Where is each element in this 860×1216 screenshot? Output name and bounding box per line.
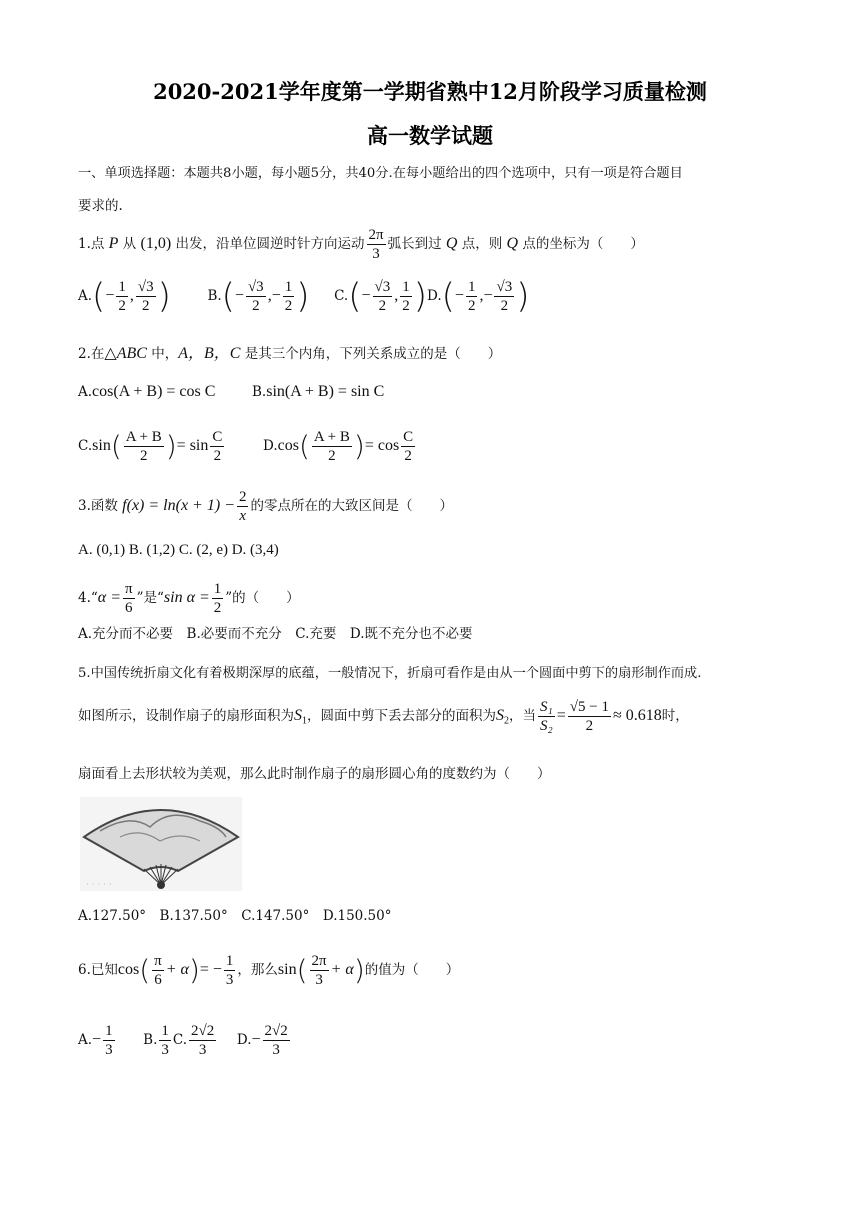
exam-title: 2020-2021学年度第一学期省熟中12月阶段学习质量检测 bbox=[153, 79, 707, 104]
question-1-stem: 1.点 P 从 (1,0) 出发，沿单位圆逆时针方向运动 $\frac{2\pi}{3}$ 弧长到过 Q 点，则 Q 点的坐标为（ ） bbox=[78, 227, 644, 262]
q2-option-b: sin(A + B) = sin C bbox=[266, 383, 385, 400]
q6-option-d: D.− $\frac{2√2}{3}$ bbox=[236, 1023, 288, 1058]
q1-option-a: A.(− $\frac{1}{2}$ , $\frac{√3}{2}$ ) bbox=[78, 276, 171, 317]
exam-subtitle: 高一数学试题 bbox=[367, 123, 493, 148]
q1-option-d: D.(− $\frac{1}{2}$ ,− $\frac{√3}{2}$ ) bbox=[427, 276, 530, 317]
q1-option-b: B.(− $\frac{√3}{2}$ ,− $\frac{1}{2}$ ) bbox=[207, 276, 310, 317]
q2-option-a: cos(A + B) = cos C bbox=[92, 383, 216, 400]
folding-fan-image bbox=[80, 797, 242, 891]
question-3-stem: 3.函数 f(x) = ln(x + 1) − $\frac{2}{x}$ 的零点所在的大致区间是（ ） bbox=[78, 489, 453, 524]
q2-option-c: C.sin( $\frac{A + B}{2}$ )= sin $\frac{C}{2}$ bbox=[78, 429, 223, 464]
question-5-line3: 扇面看上去形状较为美观，那么此时制作扇子的扇形圆心角的度数约为（ ） bbox=[78, 766, 551, 782]
question-2-options-cd bbox=[78, 428, 417, 465]
q1-option-c: C.(− $\frac{√3}{2}$ , $\frac{1}{2}$ ) bbox=[334, 276, 428, 317]
question-3-options: A. (0,1) B. (1,2) C. (2, e) D. (3,4) bbox=[78, 542, 279, 558]
q6-option-a: A.− $\frac{1}{3}$ bbox=[78, 1023, 113, 1058]
question-2-options-ab: A.cos(A + B) = cos C B.sin(A + B) = sin C bbox=[78, 383, 385, 400]
question-5-line2: 如图所示，设制作扇子的扇形面积为$S_1$，圆面中剪下丢去部分的面积为$S_2$，当 $\frac{\text{S₁}}{\text{S₂}}$ = $\frac{√5 - 1}{2}$ ≈ 0.618时， bbox=[78, 699, 689, 734]
question-1-options bbox=[78, 278, 529, 315]
q2-option-d: D.cos( $\frac{A + B}{2}$ )= cos $\frac{C}{2}$ bbox=[262, 429, 414, 464]
section-heading-line1: 一、单项选择题：本题共8小题，每小题5分，共40分.在每小题给出的四个选项中，只有一项是符合题目 bbox=[78, 166, 683, 181]
svg-text:· · · · ·: · · · · · bbox=[86, 880, 112, 890]
section-heading-line2: 要求的. bbox=[78, 198, 123, 214]
q6-option-c: C. $\frac{2√2}{3}$ bbox=[172, 1023, 215, 1058]
question-2-stem: 2.在△ABC 中，A，B，C 是其三个内角，下列关系成立的是（ ） bbox=[78, 345, 502, 362]
question-6-options bbox=[78, 1022, 292, 1059]
question-5-options: A.127.50° B.137.50° C.147.50° D.150.50° bbox=[78, 908, 392, 924]
question-4-options: A.充分而不必要 B.必要而不充分 C.充要 D.既不充分也不必要 bbox=[78, 626, 473, 642]
q6-option-b: B. $\frac{1}{3}$ bbox=[143, 1023, 169, 1058]
question-4-stem: 4.“α = $\frac{\pi}{6}$ ”是“sin α = $\frac{1}{2}$ ”的（ ） bbox=[78, 581, 300, 616]
folding-fan-icon bbox=[80, 797, 242, 891]
question-6-stem: 6.已知cos( $\frac{\pi}{6}$ + α)= − $\frac{1}{3}$ ，那么sin( $\frac{2\pi}{3}$ + α)的值为（ ） bbox=[78, 953, 460, 988]
question-5-line1: 5.中国传统折扇文化有着极期深厚的底蕴，一般情况下，折扇可看作是由从一个圆面中剪下的扇形制作而成. bbox=[78, 666, 702, 681]
